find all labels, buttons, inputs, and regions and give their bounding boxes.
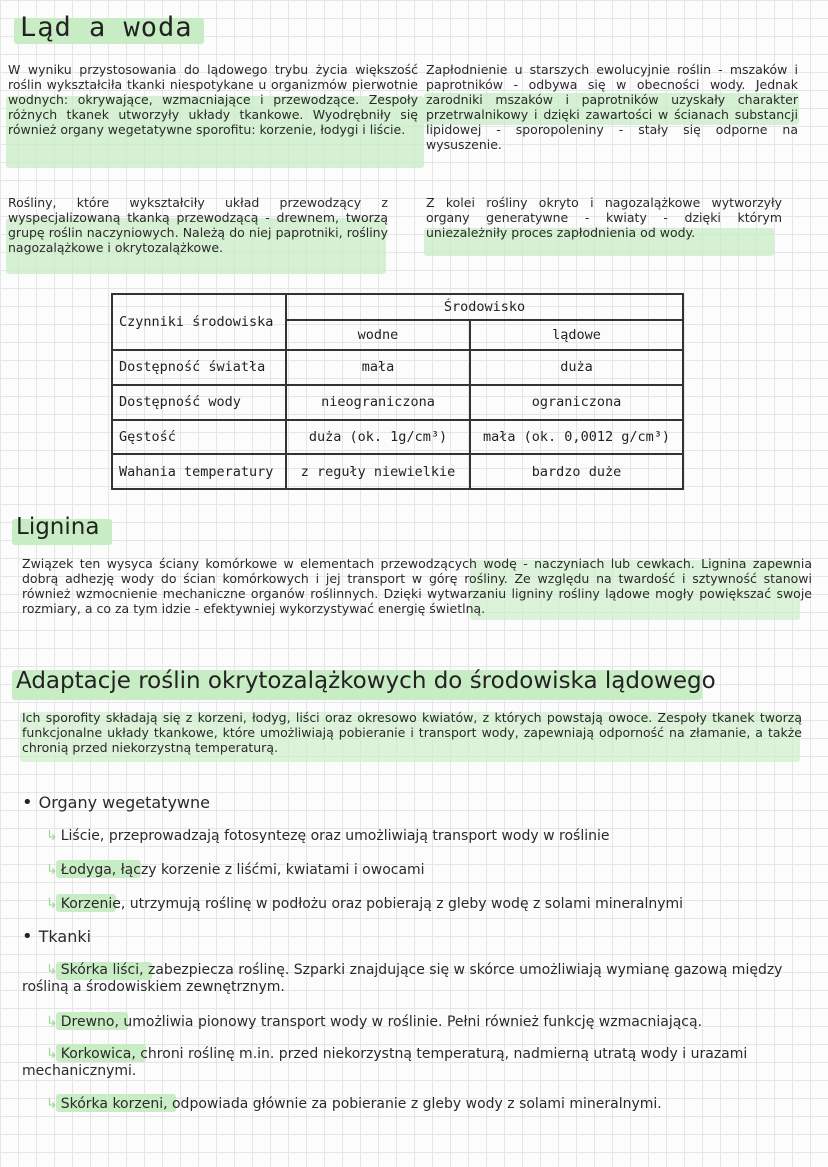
arrow-icon: ↳ — [46, 1046, 58, 1062]
left-paragraph-2: Rośliny, które wykształciły układ przewodzący z wyspecjalizowaną tkanką przewodzącą - drewnem, tworzą grupę roślin naczyniowych. Należą do niej paprotniki, rośliny nagozalążkowe i okrytozalążkowe. — [8, 195, 388, 255]
table-cell-land: ograniczona — [470, 385, 683, 420]
arrow-icon: ↳ — [46, 962, 58, 978]
bullet-icon: • — [22, 792, 33, 813]
table-cell-land: bardzo duże — [470, 454, 683, 489]
organs-heading: • Organy wegetatywne — [22, 792, 210, 813]
table-cell-land: duża — [470, 350, 683, 385]
bullet-icon: • — [22, 926, 33, 947]
table-cell-water: duża (ok. 1g/cm³) — [286, 420, 470, 455]
table-cell-water: mała — [286, 350, 470, 385]
environment-table — [111, 293, 684, 490]
tissues-heading: • Tkanki — [22, 926, 92, 947]
arrow-icon: ↳ — [46, 828, 58, 844]
list-item: ↳ Drewno, umożliwia pionowy transport wody w roślinie. Pełni również funkcję wzmacniającą. — [46, 1014, 703, 1030]
table-cell-factor: Wahania temperatury — [112, 454, 286, 489]
table-header-land: lądowe — [470, 320, 683, 350]
arrow-icon: ↳ — [46, 896, 58, 912]
list-item: ↳ Liście, przeprowadzają fotosyntezę oraz umożliwiają transport wody w roślinie — [46, 828, 610, 844]
right-paragraph-1: Zapłodnienie u starszych ewolucyjnie roślin - mszaków i paprotników - odbywa się w obecności wody. Jednak zarodniki mszaków i paprotników uzyskały charakter przetrwalnikowy i dzięki zawartości w ścianach substancji lipidowej - sporopoleniny - stały się odporne na wysuszenie. — [426, 62, 798, 152]
list-item: ↳ Łodyga, łączy korzenie z liśćmi, kwiatami i owocami — [46, 862, 425, 878]
table-cell-factor: Dostępność wody — [112, 385, 286, 420]
list-item: ↳ Korzenie, utrzymują roślinę w podłożu oraz pobierają z gleby wodę z solami mineralnymi — [46, 896, 684, 912]
table-cell-water: nieograniczona — [286, 385, 470, 420]
table-cell-water: z reguły niewielkie — [286, 454, 470, 489]
arrow-icon: ↳ — [46, 862, 58, 878]
table-cell-factor: Gęstość — [112, 420, 286, 455]
table-row — [112, 420, 683, 455]
table-row — [112, 454, 683, 489]
table-header-water: wodne — [286, 320, 470, 350]
right-paragraph-2: Z kolei rośliny okryto i nagozalążkowe wytworzyły organy generatywne - kwiaty - dzięki którym uniezależniły proces zapłodnienia od wody. — [426, 195, 782, 240]
table-cell-factor: Dostępność światła — [112, 350, 286, 385]
adaptacje-intro: Ich sporofity składają się z korzeni, łodyg, liści oraz okresowo kwiatów, z których powstają owoce. Zespoły tkanek tworzą funkcjonalne układy tkankowe, które umożliwiają pobieranie i transport wody, zapewniają odporność na złamanie, a także chronią przed niekorzystną temperaturą. — [22, 710, 802, 755]
section-title-lignina: Lignina — [16, 514, 100, 540]
table-header-factors: Czynniki środowiska — [112, 294, 286, 350]
table-row — [112, 385, 683, 420]
left-paragraph-1: W wyniku przystosowania do lądowego trybu życia większość roślin wykształciła tkanki niespotykane u organizmów pierwotnie wodnych: okrywające, wzmacniające i przewodzące. Zespoły różnych tkanek utworzyły układy tkankowe. Wyodrębniły się również organy wegetatywne sporofitu: korzenie, łodygi i liście. — [8, 62, 418, 137]
table-cell-land: mała (ok. 0,0012 g/cm³) — [470, 420, 683, 455]
section-title-adaptacje: Adaptacje roślin okrytozalążkowych do środowiska lądowego — [16, 668, 716, 694]
arrow-icon: ↳ — [46, 1096, 58, 1112]
table-row — [112, 350, 683, 385]
section-title-lad-a-woda: Ląd a woda — [20, 12, 193, 43]
list-item: ↳ Korkowica, chroni roślinę m.in. przed niekorzystną temperaturą, nadmierną utratą wody i urazami mechanicznymi. — [22, 1046, 748, 1079]
table-header-environment: Środowisko — [286, 294, 683, 320]
lignina-paragraph: Związek ten wysyca ściany komórkowe w elementach przewodzących wodę - naczyniach lub cewkach. Lignina zapewnia dobrą adhezję wody do ścian komórkowych i jej transport w górę rośliny. Ze względu na twardość i sztywność stanowi również wzmocnienie mechaniczne organów roślinnych. Dzięki wytwarzaniu ligniny rośliny lądowe mogły powiększać swoje rozmiary, a co za tym idzie - efektywniej wykorzystywać energię świetlną. — [22, 556, 812, 616]
list-item: ↳ Skórka korzeni, odpowiada głównie za pobieranie z gleby wody z solami mineralnymi. — [46, 1096, 662, 1112]
arrow-icon: ↳ — [46, 1014, 58, 1030]
list-item: ↳ Skórka liści, zabezpiecza roślinę. Szparki znajdujące się w skórce umożliwiają wymianę gazową między rośliną a środowiskiem zewnętrznym. — [22, 962, 783, 995]
